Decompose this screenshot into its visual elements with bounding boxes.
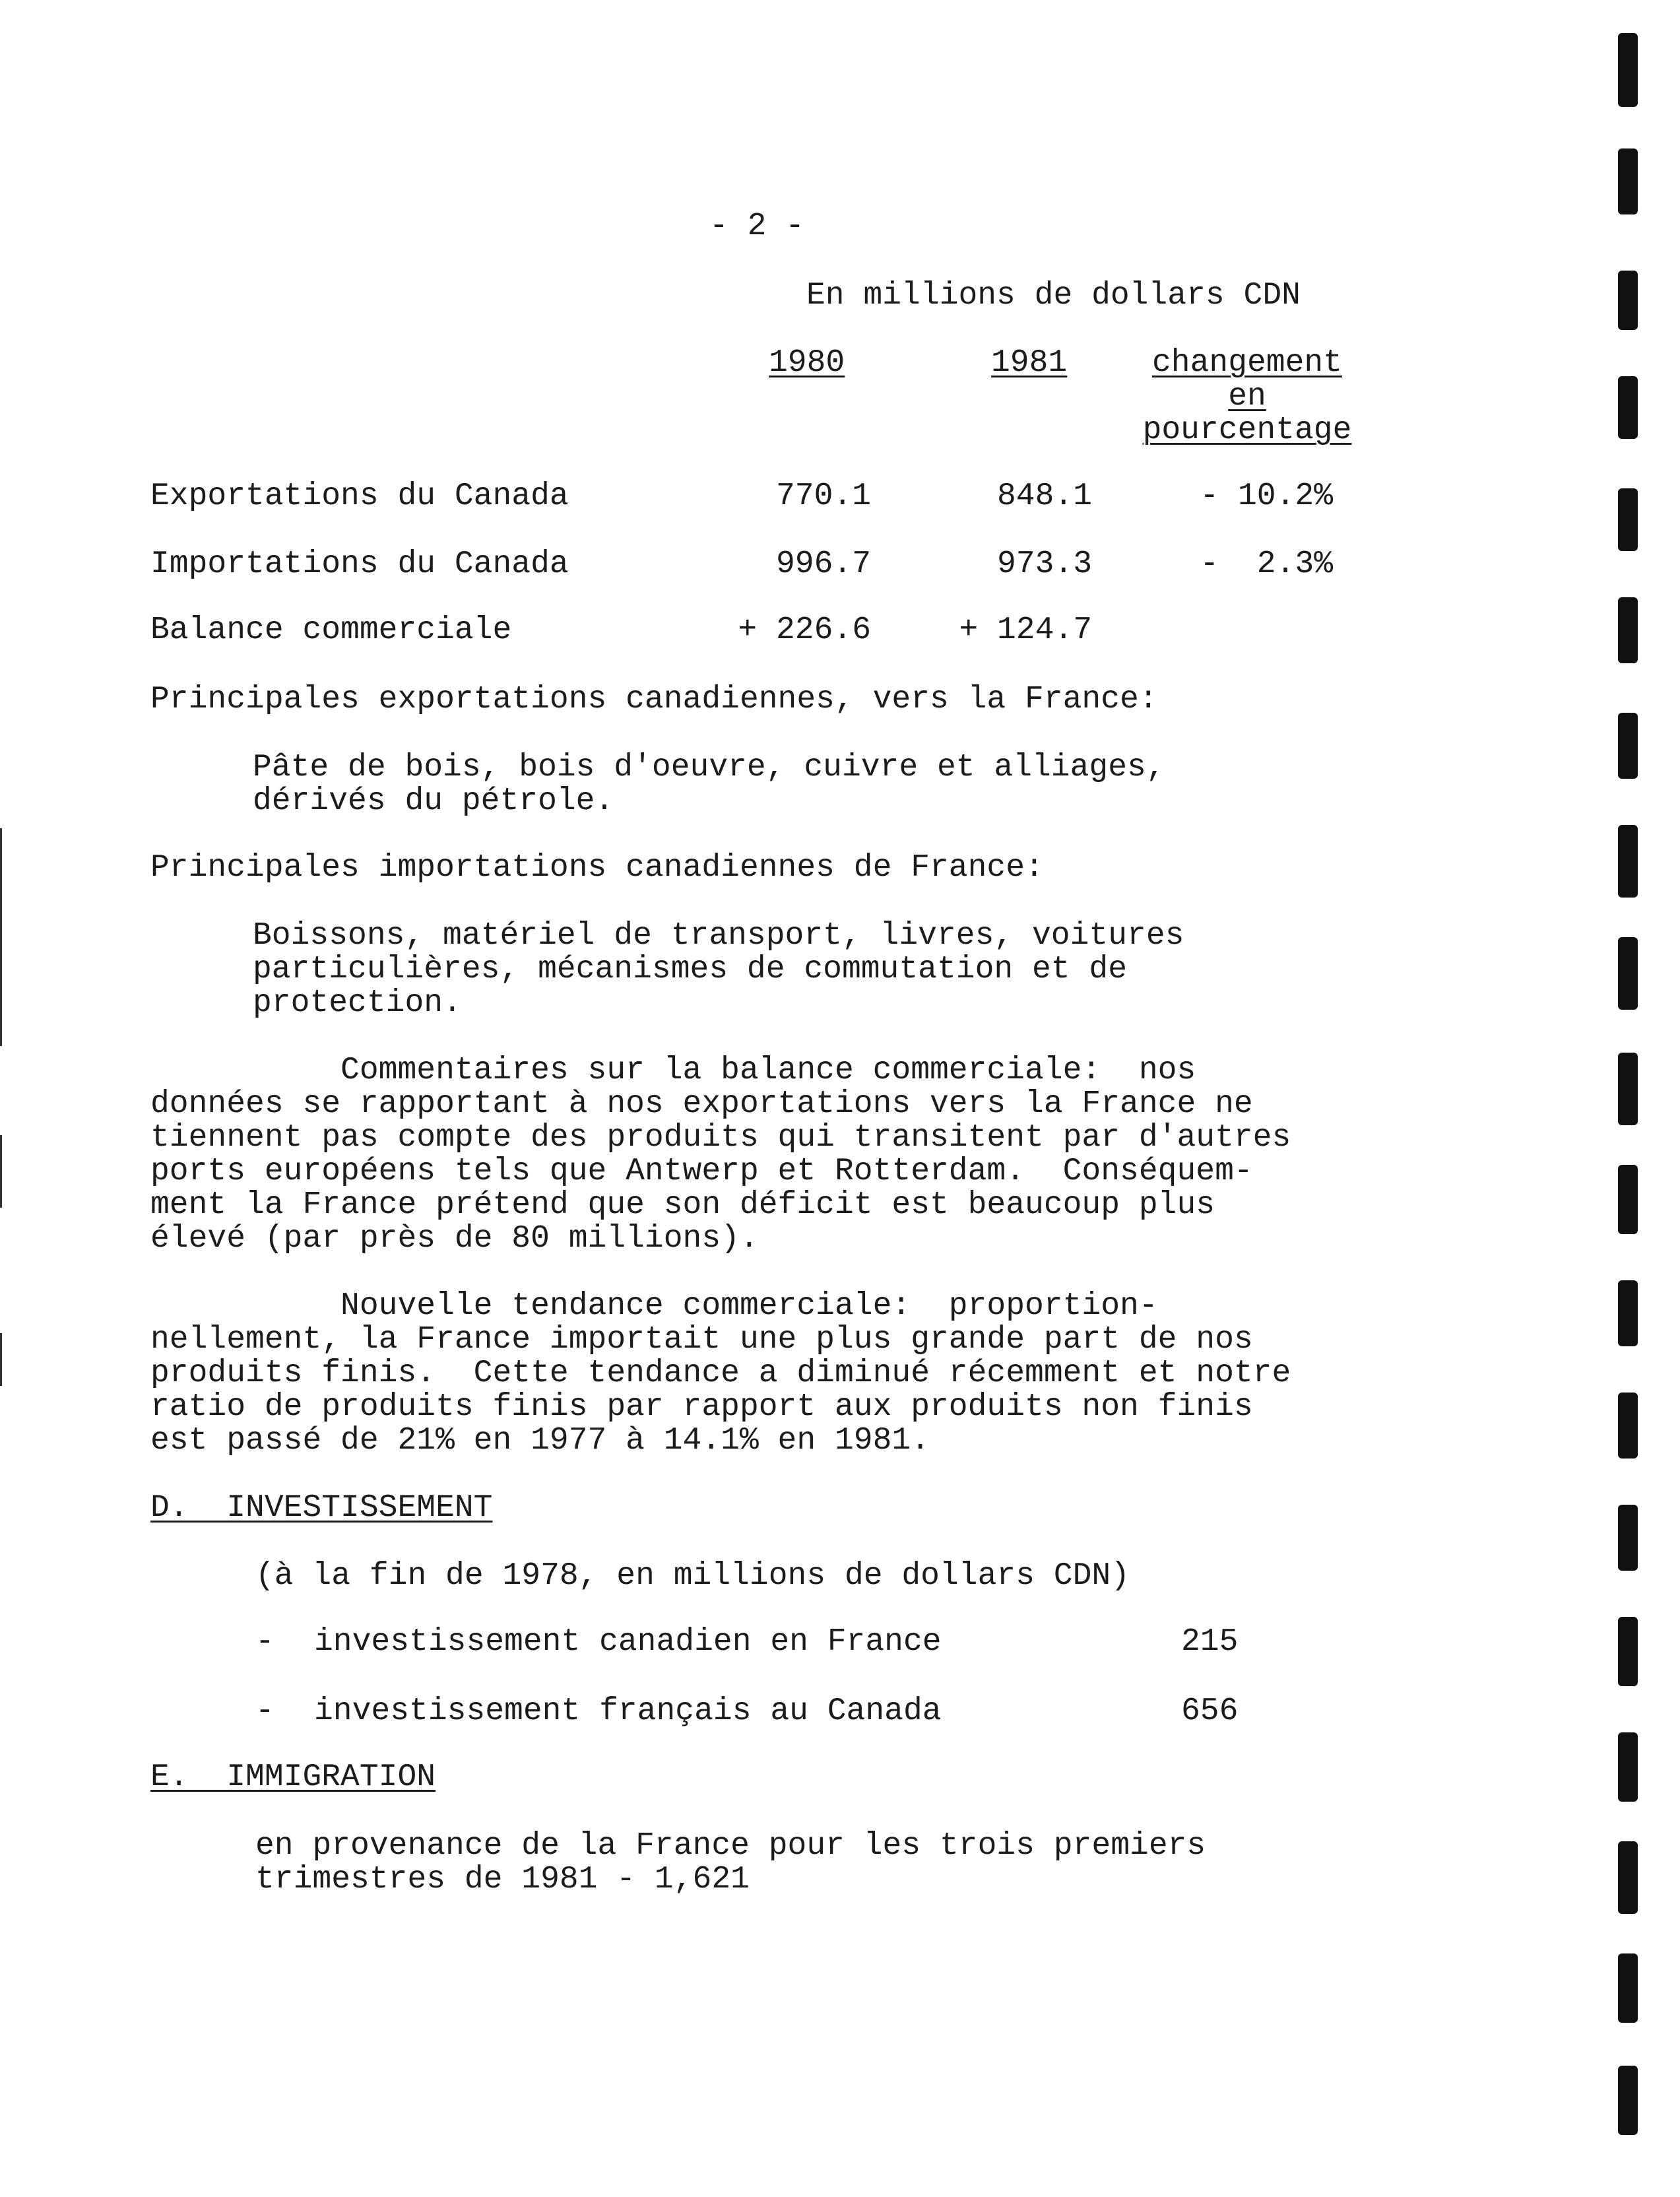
imports-line: Boissons, matériel de transport, livres, voitures bbox=[253, 918, 1184, 954]
change-header-line-3: pourcentage bbox=[1142, 412, 1352, 448]
scan-edge-line bbox=[0, 828, 2, 1046]
value-1981: 973.3 bbox=[996, 546, 1092, 582]
binder-mark bbox=[1618, 1732, 1638, 1802]
binder-mark bbox=[1618, 1505, 1638, 1571]
investment-label: investissement canadien en France bbox=[314, 1624, 942, 1660]
exports-line: Pâte de bois, bois d'oeuvre, cuivre et alliages, bbox=[253, 750, 1165, 785]
binder-mark bbox=[1618, 1617, 1638, 1686]
binder-mark bbox=[1618, 488, 1638, 551]
immigration-line: trimestres de 1981 - 1,621 bbox=[255, 1862, 750, 1897]
binder-mark bbox=[1618, 148, 1638, 214]
paragraph-line: produits finis. Cette tendance a diminué récemment et notre bbox=[150, 1356, 1291, 1391]
value-1980: 770.1 bbox=[775, 478, 871, 514]
binder-mark bbox=[1618, 937, 1638, 1010]
binder-mark bbox=[1618, 376, 1638, 439]
row-label: Balance commerciale bbox=[150, 612, 512, 648]
scan-edge-line bbox=[0, 1333, 2, 1386]
immigration-heading: E. IMMIGRATION bbox=[150, 1759, 436, 1795]
dash: - bbox=[255, 1693, 275, 1729]
paragraph-line: est passé de 21% en 1977 à 14.1% en 1981. bbox=[150, 1423, 930, 1459]
binder-mark bbox=[1618, 271, 1638, 330]
page-number: - 2 - bbox=[709, 209, 805, 244]
paragraph-line: tiennent pas compte des produits qui transitent par d'autres bbox=[150, 1120, 1291, 1156]
investment-heading: D. INVESTISSEMENT bbox=[150, 1490, 493, 1526]
binder-mark bbox=[1618, 597, 1638, 663]
paragraph-line: Nouvelle tendance commerciale: proportion- bbox=[150, 1288, 1158, 1324]
binder-mark bbox=[1618, 1280, 1638, 1346]
paragraph-line: ment la France prétend que son déficit est beaucoup plus bbox=[150, 1187, 1215, 1223]
paragraph-line: ports européens tels que Antwerp et Rotterdam. Conséquem- bbox=[150, 1154, 1253, 1189]
value-1980: 996.7 bbox=[775, 546, 871, 582]
column-header-1980: 1980 bbox=[769, 345, 845, 381]
imports-heading: Principales importations canadiennes de France: bbox=[150, 850, 1044, 886]
exports-line: dérivés du pétrole. bbox=[253, 783, 614, 819]
imports-line: particulières, mécanismes de commutation et de bbox=[253, 952, 1128, 987]
row-label: Exportations du Canada bbox=[150, 478, 569, 514]
percent-change: - 2.3% bbox=[1200, 546, 1333, 582]
paragraph-line: Commentaires sur la balance commerciale: nos bbox=[150, 1053, 1196, 1088]
binder-mark bbox=[1618, 1053, 1638, 1125]
column-header-1981: 1981 bbox=[991, 345, 1068, 381]
investment-value: 215 bbox=[1181, 1624, 1239, 1660]
paragraph-line: élevé (par près de 80 millions). bbox=[150, 1221, 759, 1257]
binder-mark bbox=[1618, 825, 1638, 898]
percent-change: - 10.2% bbox=[1200, 478, 1333, 514]
imports-line: protection. bbox=[253, 985, 462, 1021]
binder-mark bbox=[1618, 1165, 1638, 1234]
value-1980: + 226.6 bbox=[738, 612, 871, 648]
investment-label: investissement français au Canada bbox=[314, 1693, 942, 1729]
exports-heading: Principales exportations canadiennes, vers la France: bbox=[150, 682, 1158, 717]
row-label: Importations du Canada bbox=[150, 546, 569, 582]
paragraph-line: données se rapportant à nos exportations vers la France ne bbox=[150, 1086, 1253, 1122]
binder-mark bbox=[1618, 2066, 1638, 2135]
change-header-line-2: en bbox=[1228, 379, 1266, 414]
value-1981: 848.1 bbox=[996, 478, 1092, 514]
paragraph-line: nellement, la France importait une plus grande part de nos bbox=[150, 1322, 1253, 1358]
investment-note: (à la fin de 1978, en millions de dollars CDN) bbox=[255, 1558, 1130, 1594]
binder-mark bbox=[1618, 1841, 1638, 1914]
paragraph-line: ratio de produits finis par rapport aux produits non finis bbox=[150, 1389, 1253, 1425]
unit-note: En millions de dollars CDN bbox=[806, 278, 1301, 313]
binder-mark bbox=[1618, 1393, 1638, 1459]
immigration-line: en provenance de la France pour les trois premiers bbox=[255, 1828, 1206, 1864]
investment-value: 656 bbox=[1181, 1693, 1239, 1729]
change-header-line-1: changement bbox=[1151, 345, 1343, 381]
dash: - bbox=[255, 1624, 275, 1660]
binder-mark bbox=[1618, 1953, 1638, 2023]
binder-mark bbox=[1618, 33, 1638, 107]
binder-mark bbox=[1618, 713, 1638, 779]
value-1981: + 124.7 bbox=[959, 612, 1092, 648]
scan-edge-line bbox=[0, 1135, 2, 1208]
